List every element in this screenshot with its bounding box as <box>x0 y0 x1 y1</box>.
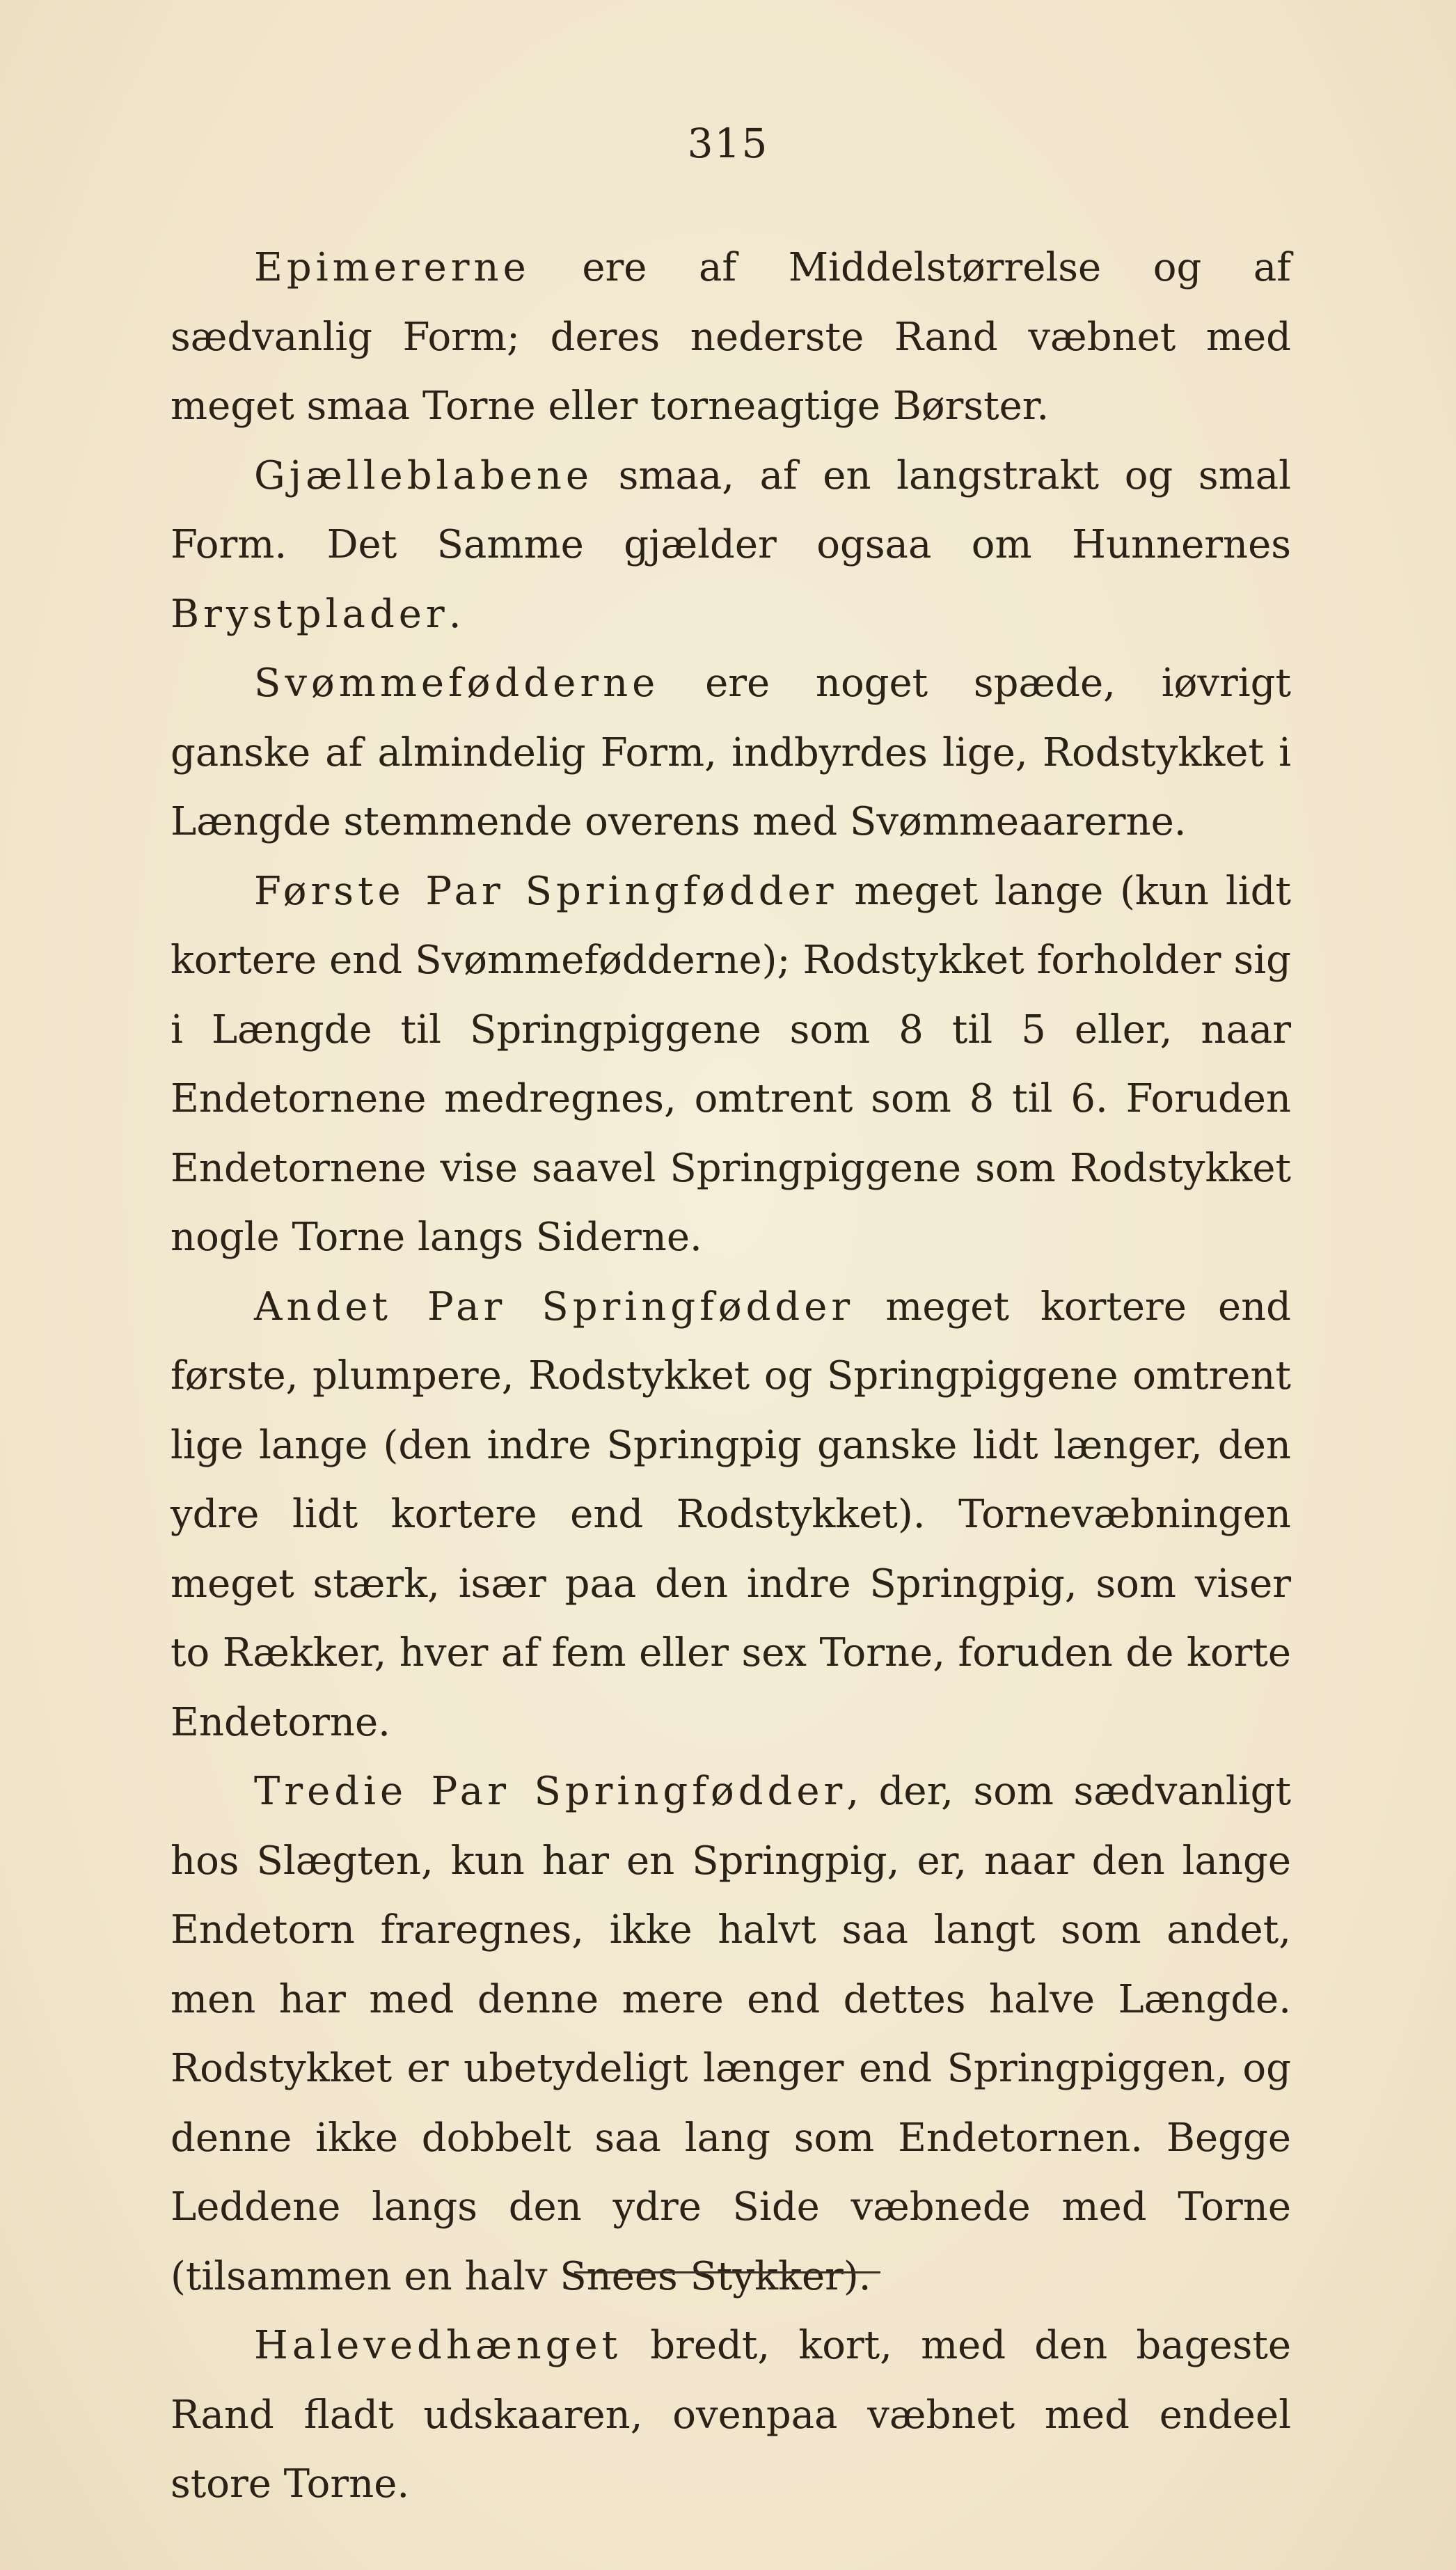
paragraph-gjaelleblabene <box>171 441 1291 649</box>
paragraph-text: smaa, af en langstrakt og smal Form. Det Samme gjælder ogsaa om Hunnernes <box>171 452 1291 567</box>
term-brystplader: Brystplader <box>171 591 449 637</box>
paragraph-text: meget lange (kun lidt kortere end Svømmefødderne); Rodstykket forholder sig i Længde til Springpiggene som 8 til 5 eller, naar Endetornene medregnes, omtrent som 8 til 6. Foruden Endetornene vise saavel Springpiggene som Rodstykket nogle Torne langs Siderne. <box>171 868 1291 1260</box>
term-epimererne: Epimererne <box>254 245 530 290</box>
term-halevedhaenget: Halevedhænget <box>254 2323 622 2368</box>
body-text <box>171 233 1291 2519</box>
paragraph-text: , der, som sædvanligt hos Slægten, kun har en Springpig, er, naar den lange Endetorn fraregnes, ikke halvt saa langt som andet, men har med denne mere end dettes halve Længde. Rodstykket er ubetydeligt længer end Springpiggen, og denne ikke dobbelt saa lang som Endetornen. Begge Leddene langs den ydre Side væbnede med Torne (tilsammen en halv Snees Stykker). <box>171 1769 1291 2299</box>
paragraph-text-end: . <box>448 591 461 637</box>
paragraph-text: ere af Middelstørrelse og af sædvanlig Form; deres nederste Rand væbnet med meget smaa Torne eller torneagtige Børster. <box>171 245 1291 429</box>
closing-rule <box>574 2271 880 2273</box>
paragraph-forste-par <box>171 857 1291 1272</box>
term-gjaelleblabene: Gjælleblabene <box>254 452 594 498</box>
paragraph-text: meget kortere end første, plumpere, Rodstykket og Springpiggene omtrent lige lange (den indre Springpig ganske lidt længer, den ydre lidt kortere end Rodstykket). Tornevæbningen meget stærk, især paa den indre Springpig, som viser to Rækker, hver af fem eller sex Torne, foruden de korte Endetorne. <box>171 1284 1291 1745</box>
paragraph-tredie-par <box>171 1757 1291 2311</box>
term-tredie-par-springfodder: Tredie Par Springfødder <box>254 1769 847 1814</box>
paragraph-svommefodderne <box>171 649 1291 857</box>
term-andet-par-springfodder: Andet Par Springfødder <box>254 1284 855 1330</box>
term-forste-par-springfodder: Første Par Springfødder <box>254 868 838 914</box>
paragraph-text: ere noget spæde, iøvrigt ganske af almindelig Form, indbyrdes lige, Rodstykket i Længde stemmende overens med Svømmeaarerne. <box>171 661 1291 844</box>
page-number: 315 <box>687 120 769 167</box>
paragraph-halevedhaenget <box>171 2311 1291 2519</box>
paragraph-andet-par <box>171 1272 1291 1758</box>
paragraph-text: bredt, kort, med den bageste Rand fladt udskaaren, ovenpaa væbnet med endeel store Torne. <box>171 2323 1291 2507</box>
paragraph-epimererne <box>171 233 1291 441</box>
term-svommefodderne: Svømmefødderne <box>254 661 660 706</box>
